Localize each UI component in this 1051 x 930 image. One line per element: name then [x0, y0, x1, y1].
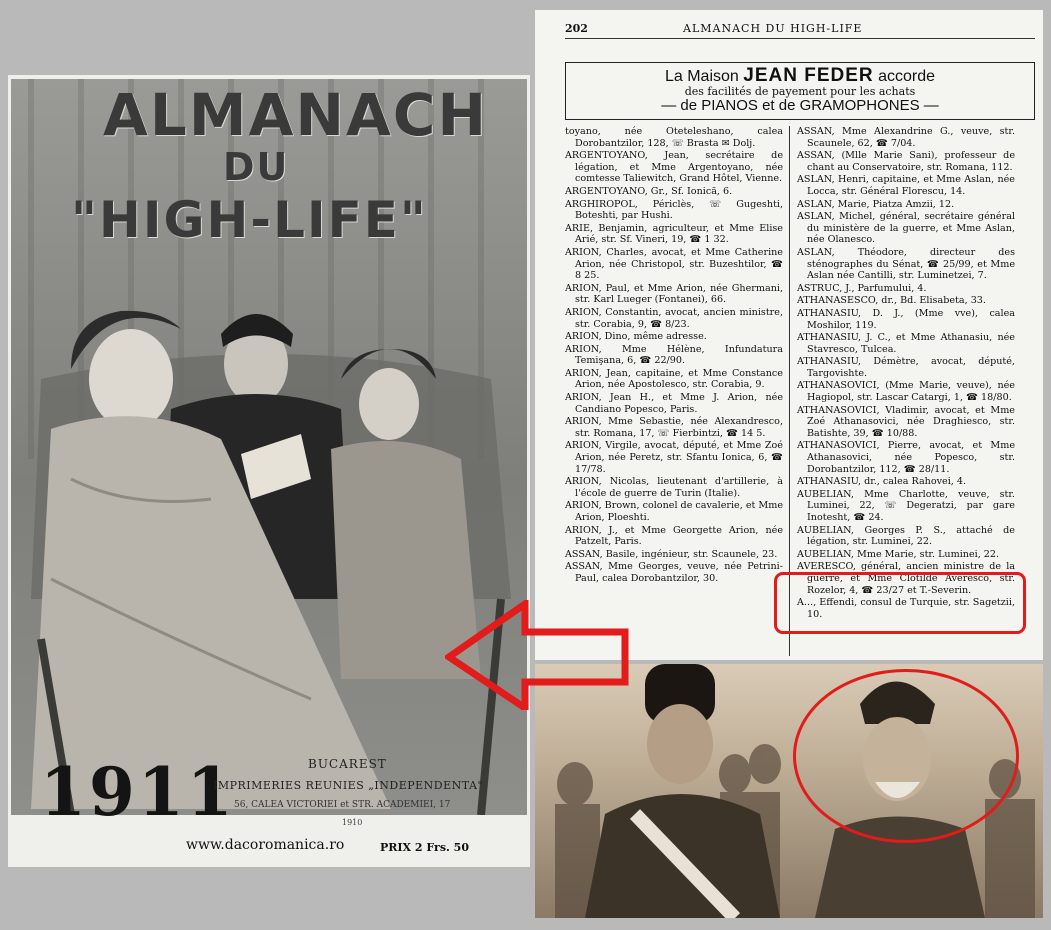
almanac-page [535, 10, 1043, 660]
directory-column-left [565, 126, 783, 656]
directory-entry: ATHANASIU, J. C., et Mme Athanasiu, née Stavresco, Tulcea. [797, 332, 1015, 355]
cover-title-almanach: ALMANACH [103, 81, 488, 149]
directory-entry-averesco: AVERESCO, général, ancien ministre de la guerre, et Mme Clotilde Averesco, str. Rozelor, 4, ☎ 23/27 et T.-Severin. [797, 561, 1015, 596]
directory-entry: AUBELIAN, Mme Charlotte, veuve, str. Luminei, 22, ☏ Degeratzi, par gare Inotesht, ☎ 24. [797, 488, 1015, 523]
directory-entry: ASSAN, Basile, ingénieur, str. Scaunele, 23. [565, 548, 778, 560]
directory-entry: ARION, Nicolas, lieutenant d'artillerie, à l'école de guerre de Turin (Italie). [565, 476, 783, 499]
directory-entry: ARION, Paul, et Mme Arion, née Ghermani, str. Karl Lueger (Fontanei), 66. [565, 282, 783, 306]
directory-entry: ARGHIROPOL, Périclès, ☏ Gugeshti, Boteshti, par Hushi. [565, 198, 783, 222]
cover-title-high-life: "HIGH-LIFE" [71, 191, 428, 249]
directory-entry: ARION, Jean H., et Mme J. Arion, née Candiano Popesco, Paris. [565, 392, 783, 415]
directory-entry: ASLAN, Henri, capitaine, et Mme Aslan, née Locca, str. Général Florescu, 14. [797, 174, 1015, 197]
directory-entry: ASLAN, Michel, général, secrétaire général du ministère de la guerre, et Mme Aslan, née Olanesco. [797, 211, 1015, 246]
directory-entry: ARION, Brown, colonel de cavalerie, et Mme Arion, Ploeshti. [565, 500, 783, 523]
ad-suffix: accorde [878, 68, 935, 85]
directory-entry: ARION, Virgile, avocat, député, et Mme Zoé Arion, née Peretz, str. Sfantu Ionica, 6, ☎ 17/78. [565, 440, 783, 475]
directory-entry: A..., Effendi, consul de Turquie, str. Sagetzii, 10. [797, 597, 1015, 620]
directory-entry: ASSAN, (Mlle Marie Sani), professeur de chant au Conservatoire, str. Romana, 112. [797, 150, 1015, 173]
directory-entry: ARION, Mme Hélène, Infundatura Temişana, 6, ☎ 22/90. [565, 343, 783, 367]
cover-print-year: 1910 [342, 818, 363, 827]
advertisement-box [565, 62, 1035, 120]
directory-entry: ARION, Constantin, avocat, ancien ministre, str. Corabia, 9, ☎ 8/23. [565, 306, 783, 330]
cover-printer: IMPRIMERIES REUNIES „INDEPENDENTA" [213, 779, 484, 792]
averesco-highlight-box [774, 572, 1026, 634]
directory-entry: ATHANASIU, Démètre, avocat, député, Targovishte. [797, 356, 1015, 379]
cover-city: BUCAREST [308, 757, 387, 771]
directory-entry: ARION, Jean, capitaine, et Mme Constance Arion, née Apostolesco, str. Corabia, 9. [565, 367, 783, 391]
directory-entry: toyano, née Oteteleshano, calea Dorobantzilor, 128, ☏ Brasta ✉ Dolj. [565, 126, 783, 149]
page-number: 202 [565, 22, 588, 35]
directory-entry: ASSAN, Mme Georges, veuve, née Petrini-Paul, calea Dorobantzilor, 30. [565, 561, 783, 584]
ad-products: — de PIANOS et de GRAMOPHONES — [661, 97, 939, 114]
directory-entry: ATHANASESCO, dr., Bd. Elisabeta, 33. [797, 295, 986, 307]
averesco-highlight-ellipse [793, 669, 1019, 843]
ad-company-name: JEAN FEDER [743, 65, 874, 86]
directory-entry: ASLAN, Marie, Piatza Amzii, 12. [797, 198, 955, 210]
ad-headline [566, 65, 1034, 87]
directory-entry: AUBELIAN, Georges P. S., attaché de légation, str. Luminei, 22. [797, 524, 1015, 548]
directory-entry: ARION, Charles, avocat, et Mme Catherine Arion, née Christopol, str. Buzeshtilor, ☎ 8 25. [565, 246, 783, 282]
directory-entry: ATHANASOVICI, Vladimir, avocat, et Mme Zoé Athanasovici, née Draghiesco, str. Batishte, 39, ☎ 10/88. [797, 404, 1015, 439]
directory-entry: ATHANASIU, dr., calea Rahovei, 4. [797, 476, 967, 488]
directory-entry: ARGENTOYANO, Gr., Sf. Ionică, 6. [565, 185, 733, 197]
cover-address: 56, CALEA VICTORIEI et STR. ACADEMIEI, 17 [234, 800, 451, 810]
page-header [565, 20, 1035, 39]
cover-price: PRIX 2 Frs. 50 [380, 841, 469, 854]
almanac-cover [8, 75, 530, 867]
ad-subline: des facilités de payement pour les achats [684, 85, 916, 98]
cover-imprint [8, 753, 530, 867]
cover-title-du: DU [223, 145, 290, 189]
directory-entry: ATHANASOVICI, Pierre, avocat, et Mme Athanasovici, née Popesco, str. Dorobantzilor, 112, ☎ 28/11. [797, 440, 1015, 475]
directory-entry: ARION, J., et Mme Georgette Arion, née Patzelt, Paris. [565, 524, 783, 548]
ad-prefix: La Maison [664, 68, 739, 85]
directory-entry: ARION, Dino, même adresse. [565, 331, 707, 343]
directory-entry: ARIE, Benjamin, agriculteur, et Mme Elise Arié, str. Sf. Vineri, 19, ☎ 1 32. [565, 222, 783, 246]
directory-entry: ASSAN, Mme Alexandrine G., veuve, str. Scaunele, 62, ☎ 7/04. [797, 126, 1015, 149]
directory-entry: ARION, Mme Sebastie, née Alexandresco, str. Romana, 17, ☏ Fierbintzi, ☎ 14 5. [565, 416, 783, 439]
page-running-title: ALMANACH DU HIGH-LIFE [683, 22, 863, 35]
cover-website: www.dacoromanica.ro [186, 837, 345, 853]
cover-year: 1911 [40, 753, 236, 831]
directory-entry: ARGENTOYANO, Jean, secrétaire de légation, et Mme Argentoyano, née comtesse Taliewitch, Grand Hôtel, Vienne. [565, 150, 783, 185]
red-arrow-icon [445, 600, 645, 710]
directory-entry: ASLAN, Théodore, directeur des sténographes du Sénat, ☎ 25/99, et Mme Aslan née Cantilli, str. Luminetzei, 7. [797, 246, 1015, 282]
directory-entry: ATHANASOVICI, (Mme Marie, veuve), née Hagiopol, str. Lascar Catargi, 1, ☎ 18/80. [797, 380, 1015, 404]
directory-entry: ATHANASIU, D. J., (Mme vve), calea Moshilor, 119. [797, 307, 1015, 331]
directory-entry: AUBELIAN, Mme Marie, str. Luminei, 22. [797, 548, 1000, 560]
directory-entry: ASTRUC, J., Parfumului, 4. [797, 282, 927, 294]
